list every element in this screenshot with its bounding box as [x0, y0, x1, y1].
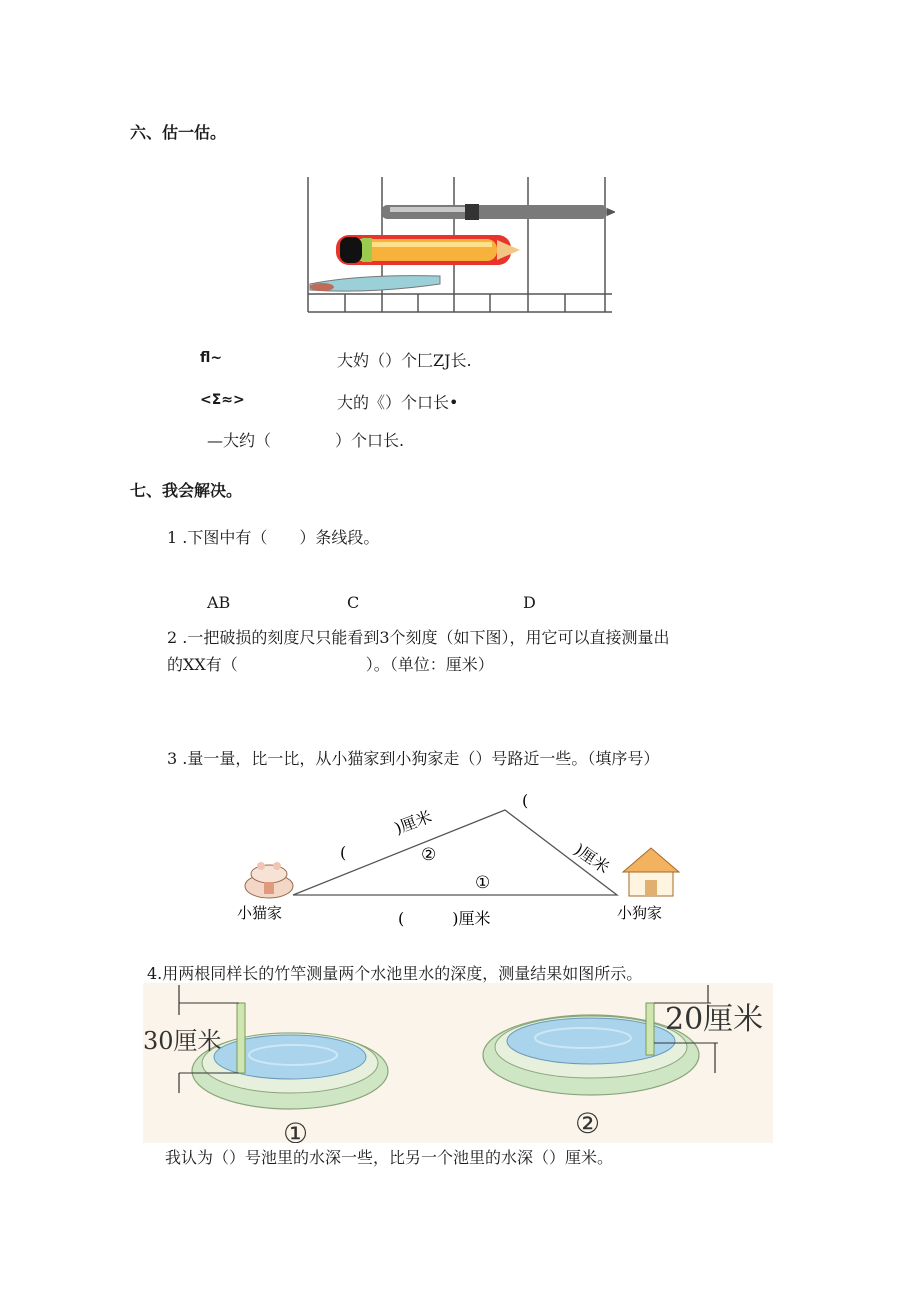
left-paren: ( — [340, 843, 347, 862]
section-6-title: 六、估一估。 — [130, 123, 227, 142]
top-left-cm-label: )厘米 — [391, 806, 435, 838]
pen-icon — [382, 204, 615, 220]
route-1-label: ① — [475, 873, 491, 893]
item-3-text: —大约（ ）个口长. — [207, 431, 405, 450]
item-2-text: 大的《）个口长• — [337, 393, 459, 412]
pool-2-depth-label: 20厘米 — [665, 1002, 764, 1037]
question-1: 1 .下图中有（ ）条线段。 — [167, 528, 380, 547]
dog-home-label: 小狗家 — [617, 904, 663, 922]
dog-house-icon — [623, 848, 679, 896]
question-2-line-2: 的XX有（ ）。（单位：厘米） — [167, 655, 494, 674]
top-paren: ( — [522, 791, 529, 810]
route-2-label: ② — [421, 845, 437, 865]
question-4: 4.用两根同样长的竹竿测量两个水池里水的深度，测量结果如图所示。 — [147, 964, 643, 983]
section-7-title: 七、我会解决。 — [130, 481, 243, 500]
cat-house-icon — [245, 862, 293, 898]
brush-icon — [310, 276, 440, 291]
pool-2-label: ② — [575, 1107, 601, 1140]
bottom-cm-label: ( )厘米 — [398, 909, 491, 928]
point-label-ab: AB — [207, 593, 231, 612]
point-label-c: C — [347, 593, 360, 612]
pool-1-label: ① — [283, 1117, 309, 1143]
pencil-icon — [336, 235, 520, 265]
item-1-symbol: fl~ — [200, 350, 223, 366]
cat-home-label: 小猫家 — [237, 904, 283, 922]
answer-line: 我认为（）号池里的水深一些，比另一个池里的水深（）厘米。 — [165, 1148, 614, 1167]
item-2-symbol: <Σ≈> — [200, 392, 245, 408]
pools-figure — [143, 983, 773, 1143]
question-3: 3 .量一量，比一比，从小猫家到小狗家走（）号路近一些。（填序号） — [167, 749, 660, 768]
question-2-line-1: 2 .一把破损的刻度尺只能看到3个刻度（如下图），用它可以直接测量出 — [167, 628, 670, 647]
ruler-ticks — [345, 294, 605, 312]
pool-1-depth-label: 30厘米 — [143, 1027, 222, 1055]
item-1-text: 大妁（）个匚ZJ长. — [337, 351, 472, 370]
route-figure — [235, 790, 685, 930]
ruler-figure — [300, 172, 615, 317]
point-label-d: D — [523, 593, 536, 612]
right-cm-label: )厘米 — [570, 839, 613, 878]
